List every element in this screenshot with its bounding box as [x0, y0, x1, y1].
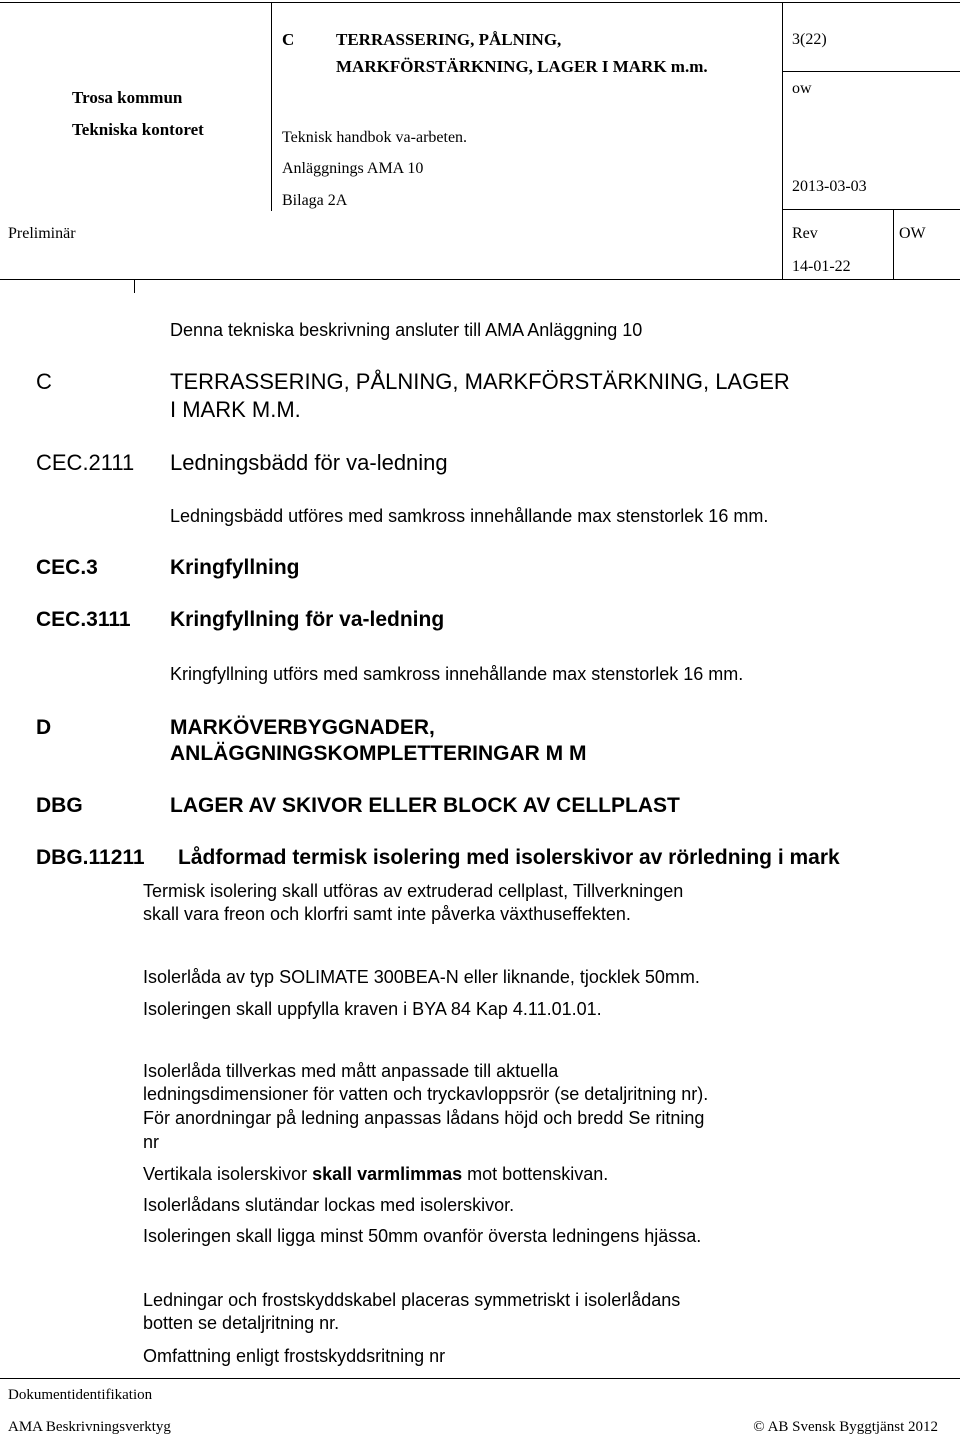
- section-title-cec-3111: Kringfyllning för va-ledning: [170, 608, 445, 631]
- dbg-p4-line2: ledningsdimensioner för vatten och tryckavloppsrör (se detaljritning nr).: [143, 1084, 709, 1104]
- revision-date: 14-01-22: [792, 258, 851, 275]
- footer-doc-id: Dokumentidentifikation: [8, 1387, 153, 1403]
- dbg-p1-line2: skall vara freon och klorfri samt inte påverka växthuseffekten.: [143, 904, 631, 924]
- page-number: 3(22): [792, 31, 827, 48]
- header-divider-right: [782, 2, 783, 279]
- section-title-c-line1: TERRASSERING, PÅLNING, MARKFÖRSTÄRKNING, LAGER: [170, 369, 790, 394]
- footer-copyright: © AB Svensk Byggtjänst 2012: [753, 1419, 938, 1435]
- footer-top-line: [0, 1378, 960, 1379]
- section-text-cec-2111: Ledningsbädd utföres med samkross innehållande max stenstorlek 16 mm.: [170, 506, 769, 526]
- ama-reference: Anläggnings AMA 10: [282, 160, 424, 177]
- status-preliminary: Preliminär: [8, 225, 76, 242]
- section-title-cec-2111: Ledningsbädd för va-ledning: [170, 450, 448, 475]
- chapter-title-line2: MARKFÖRSTÄRKNING, LAGER I MARK m.m.: [336, 57, 708, 76]
- section-code-dbg: DBG: [36, 794, 83, 817]
- chapter-title-line1: TERRASSERING, PÅLNING,: [336, 30, 562, 49]
- author-initials: ow: [792, 80, 812, 97]
- dbg-p4-line4: nr: [143, 1132, 160, 1152]
- org-name: Trosa kommun: [72, 88, 183, 107]
- dbg-p6: Isolerlådans slutändar lockas med isolerskivor.: [143, 1195, 515, 1215]
- dbg-p7: Isoleringen skall ligga minst 50mm ovanför översta ledningens hjässa.: [143, 1226, 702, 1246]
- dbg-p5-bold: skall varmlimmas: [312, 1164, 463, 1184]
- section-code-dbg-11211: DBG.11211: [36, 846, 145, 869]
- section-code-d: D: [36, 716, 52, 739]
- dbg-p5: [143, 1164, 608, 1185]
- footer-tool: AMA Beskrivningsverktyg: [8, 1419, 171, 1435]
- dbg-p2: Isolerlåda av typ SOLIMATE 300BEA-N eller liknande, tjocklek 50mm.: [143, 967, 700, 987]
- dbg-p4-line3: För anordningar på ledning anpassas lådans höjd och bredd Se ritning: [143, 1108, 705, 1128]
- section-title-c-line2: I MARK M.M.: [170, 397, 301, 422]
- section-code-cec-3111: CEC.3111: [36, 608, 131, 631]
- header-divider-ow: [893, 209, 894, 279]
- section-code-cec-3: CEC.3: [36, 556, 98, 579]
- header-tick: [134, 279, 135, 293]
- header-top-line: [0, 2, 960, 3]
- section-text-cec-3111: Kringfyllning utförs med samkross innehållande max stenstorlek 16 mm.: [170, 664, 744, 684]
- dbg-p8-line2: botten se detaljritning nr.: [143, 1313, 340, 1333]
- org-department: Tekniska kontoret: [72, 120, 204, 139]
- dbg-p9: Omfattning enligt frostskyddsritning nr: [143, 1346, 446, 1366]
- intro-text: Denna tekniska beskrivning ansluter till AMA Anläggning 10: [170, 320, 643, 340]
- revision-label: Rev: [792, 225, 818, 242]
- section-title-cec-3: Kringfyllning: [170, 556, 300, 579]
- dbg-p3: Isoleringen skall uppfylla kraven i BYA 84 Kap 4.11.01.01.: [143, 999, 602, 1019]
- appendix-label: Bilaga 2A: [282, 192, 348, 209]
- section-title-d-line2: ANLÄGGNINGSKOMPLETTERINGAR M M: [170, 742, 587, 765]
- handbook-title: Teknisk handbok va-arbeten.: [282, 129, 468, 146]
- dbg-p4-line1: Isolerlåda tillverkas med mått anpassade till aktuella: [143, 1061, 559, 1081]
- header-right-rule-2: [782, 209, 960, 210]
- dbg-p8-line1: Ledningar och frostskyddskabel placeras symmetriskt i isolerlådans: [143, 1290, 681, 1310]
- section-title-dbg: LAGER AV SKIVOR ELLER BLOCK AV CELLPLAST: [170, 794, 680, 817]
- section-code-cec-2111: CEC.2111: [36, 450, 135, 475]
- section-title-dbg-11211: Lådformad termisk isolering med isolerskivor av rörledning i mark: [178, 846, 840, 869]
- dbg-p5-post: mot bottenskivan.: [462, 1164, 609, 1184]
- chapter-letter: C: [282, 30, 295, 49]
- section-code-c: C: [36, 369, 52, 394]
- dbg-p1-line1: Termisk isolering skall utföras av extruderad cellplast, Tillverkningen: [143, 881, 684, 901]
- revision-by: OW: [899, 225, 926, 242]
- header-right-rule-1: [782, 71, 960, 72]
- document-date: 2013-03-03: [792, 178, 867, 195]
- dbg-p5-pre: Vertikala isolerskivor: [143, 1164, 313, 1184]
- section-title-d-line1: MARKÖVERBYGGNADER,: [170, 716, 435, 739]
- header-bottom-line: [0, 279, 960, 280]
- header-divider-left: [271, 2, 272, 211]
